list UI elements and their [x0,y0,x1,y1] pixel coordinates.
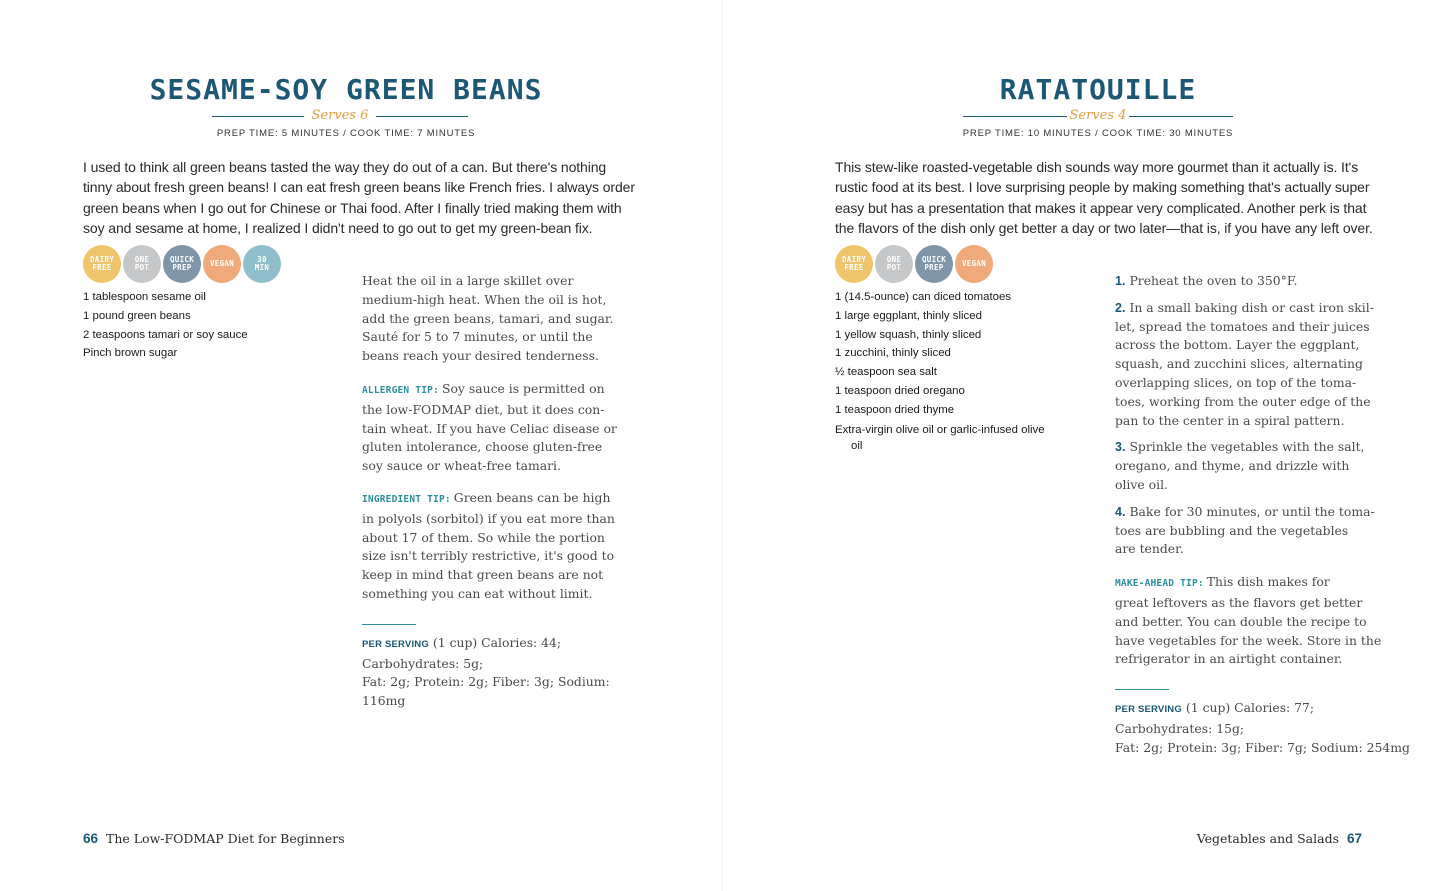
nutrition-info [362,634,652,711]
step-line: toes, working from the outer edge of the [1115,393,1371,409]
tip-line: tain wheat. If you have Celiac disease or [362,420,617,436]
diet-badges [835,245,993,283]
step-line: Preheat the oven to 350°F. [1129,273,1298,288]
ingredient-item: 1 tablespoon sesame oil [83,291,206,303]
ingredient-item: 1 yellow squash, thinly sliced [835,328,982,341]
ingredient-item: 1 pound green beans [83,309,191,322]
step-line: overlapping slices, on top of the toma- [1115,374,1357,390]
step-line: across the bottom. Layer the eggplant, [1115,337,1360,353]
tip-line: in polyols (sorbitol) if you eat more than [362,510,615,526]
tip-label: ALLERGEN TIP: [362,384,439,396]
step-line: Sprinkle the vegetables with the salt, [1129,439,1365,455]
right-page [722,0,1445,891]
dairy-free-badge [835,245,873,283]
method-section [362,272,652,711]
step-line: In a small baking dish or cast iron skil- [1129,299,1374,315]
vegan-badge [955,245,993,283]
left-page [0,0,722,891]
tip-line: size isn't terribly restrictive, it's good to [362,548,615,564]
ingredient-list [83,288,248,363]
ingredient-item: ½ teaspoon sea salt [835,366,937,379]
tip-line: the low-FODMAP diet, but it does con- [362,401,605,417]
tip-line: great leftovers as the flavors get better [1115,594,1363,610]
tip-line: have vegetables for the week. Store in the [1115,632,1382,648]
ingredient-item: 1 teaspoon dried thyme [835,403,955,416]
page-footer [1197,831,1362,846]
method-line: add the green beans, tamari, and sugar. [362,310,614,326]
serves-row [212,108,468,124]
badge-text: VEGAN [209,259,235,268]
method-line: Sauté for 5 to 7 minutes, or until the [362,329,593,345]
tip-line: refrigerator in an airtight container. [1115,651,1343,667]
ingredient-item: 1 teaspoon dried oregano [835,384,965,397]
tip-line: gluten intolerance, choose gluten-free [362,439,603,455]
serves-row [963,108,1233,124]
step-number: 3. [1115,440,1126,455]
badge-text: DAIRY FREE [841,255,867,272]
book-title: The Low-FODMAP Diet for Beginners [105,831,345,846]
method-line: Heat the oil in a large skillet over [362,273,574,288]
quick-prep-badge [163,245,201,283]
badge-text: QUICK PREP [169,255,195,272]
page-number: 67 [1346,831,1362,846]
ingredient-item: Pinch brown sugar [83,347,178,360]
badge-text: 30 MIN [254,255,270,272]
ingredient-item: Extra-virgin olive oil or garlic-infused olive oil [835,423,1045,452]
ingredient-list [835,288,1047,454]
method-step [1115,299,1415,431]
intro-line: green beans when I go out for Chinese or Thai food. After I finally tried making them with [83,199,622,216]
ingredient-item: 1 (14.5-ounce) can diced tomatoes [835,291,1012,303]
serves-label: Serves 6 [311,108,369,123]
intro-line: rustic food at its best. I love surprising people by making something that's actually super [835,179,1370,196]
tip-line: Green beans can be high [453,489,611,505]
method-section [1115,272,1415,758]
dairy-free-badge [83,245,121,283]
step-number: 4. [1115,504,1126,519]
tip-line: This dish makes for [1206,574,1330,590]
intro-paragraph [83,157,643,238]
ingredient-item: 1 zucchini, thinly sliced [835,347,951,360]
divider [376,116,468,117]
method-line: medium-high heat. When the oil is hot, [362,291,607,307]
intro-line: easy but has a presentation that makes it appear very complicated. Another perk is that [835,199,1367,216]
nutrition-info [1115,699,1415,757]
section-title: Vegetables and Salads [1196,831,1340,846]
nutrition-line: Fat: 2g; Protein: 2g; Fiber: 3g; Sodium: 116mg [362,674,610,709]
step-line: squash, and zucchini slices, alternating [1115,356,1363,372]
step-number: 1. [1115,274,1126,288]
serves-label: Serves 4 [1069,108,1127,123]
prep-cook-times: PREP TIME: 5 MINUTES / COOK TIME: 7 MINUTES [216,128,476,139]
method-paragraph [362,272,652,366]
quick-prep-badge [915,245,953,283]
step-line: olive oil. [1115,476,1168,492]
step-line: let, spread the tomatoes and their juices [1115,318,1370,334]
nutrition-line: Fat: 2g; Protein: 3g; Fiber: 7g; Sodium: 254mg [1115,739,1410,755]
step-line: are tender. [1115,541,1184,557]
tip-line: keep in mind that green beans are not [362,567,604,583]
badge-text: DAIRY FREE [89,255,115,272]
30-min-badge [243,245,281,283]
page-footer [83,831,345,846]
step-line: pan to the center in a spiral pattern. [1115,412,1345,428]
badge-text: ONE POT [134,255,150,272]
divider [1115,689,1169,690]
method-line: beans reach your desired tenderness. [362,348,599,364]
method-step [1115,503,1415,559]
intro-line: I used to think all green beans tasted the way they do out of a can. But there's nothing [83,159,607,175]
tip-line: and better. You can double the recipe to [1115,613,1367,629]
divider [362,624,416,625]
badge-text: QUICK PREP [921,255,947,272]
divider [1129,116,1233,117]
page-number: 66 [83,831,99,846]
step-line: toes are bubbling and the vegetables [1115,522,1349,538]
step-line: Bake for 30 minutes, or until the toma- [1129,503,1375,519]
badge-text: VEGAN [961,259,987,268]
badge-text: ONE POT [886,255,902,272]
tip-line: soy sauce or wheat-free tamari. [362,458,561,474]
diet-badges [83,245,281,283]
allergen-tip [362,380,652,476]
ingredient-tip [362,489,652,604]
recipe-title: SESAME-SOY GREEN BEANS [149,73,543,106]
intro-line: the flavors of the dish only get better a day or two later—that is, if you have any left over. [835,219,1373,236]
per-serving-label: PER SERVING [1115,704,1182,716]
nutrition-line: (1 cup) Calories: 77; Carbohydrates: 15g; [1115,700,1315,736]
step-line: oregano, and thyme, and drizzle with [1115,458,1350,474]
tip-line: Soy sauce is permitted on [441,380,605,396]
ingredient-item: 1 large eggplant, thinly sliced [835,309,982,322]
method-step [1115,272,1415,291]
intro-line: This stew-like roasted-vegetable dish sounds way more gourmet than it actually is. It's [835,159,1359,175]
nutrition-line: (1 cup) Calories: 44; Carbohydrates: 5g; [362,634,562,671]
vegan-badge [203,245,241,283]
tip-line: something you can eat without limit. [362,585,593,601]
intro-line: soy and sesame at home, I realized I didn't need to go out to get my green-bean fix. [83,219,593,236]
method-step [1115,438,1415,494]
prep-cook-times: PREP TIME: 10 MINUTES / COOK TIME: 30 MINUTES [962,128,1234,139]
ingredient-item: 2 teaspoons tamari or soy sauce [83,328,248,341]
intro-paragraph [835,157,1425,238]
step-number: 2. [1115,300,1126,315]
one-pot-badge [123,245,161,283]
tip-label: INGREDIENT TIP: [362,493,451,505]
per-serving-label: PER SERVING [362,638,429,650]
tip-label: MAKE-AHEAD TIP: [1115,578,1204,590]
one-pot-badge [875,245,913,283]
recipe-title: RATATOUILLE [999,73,1197,106]
tip-line: about 17 of them. So while the portion [362,529,605,545]
make-ahead-tip [1115,573,1415,669]
intro-line: tinny about fresh green beans! I can eat fresh green beans like French fries. I always order [83,179,635,196]
